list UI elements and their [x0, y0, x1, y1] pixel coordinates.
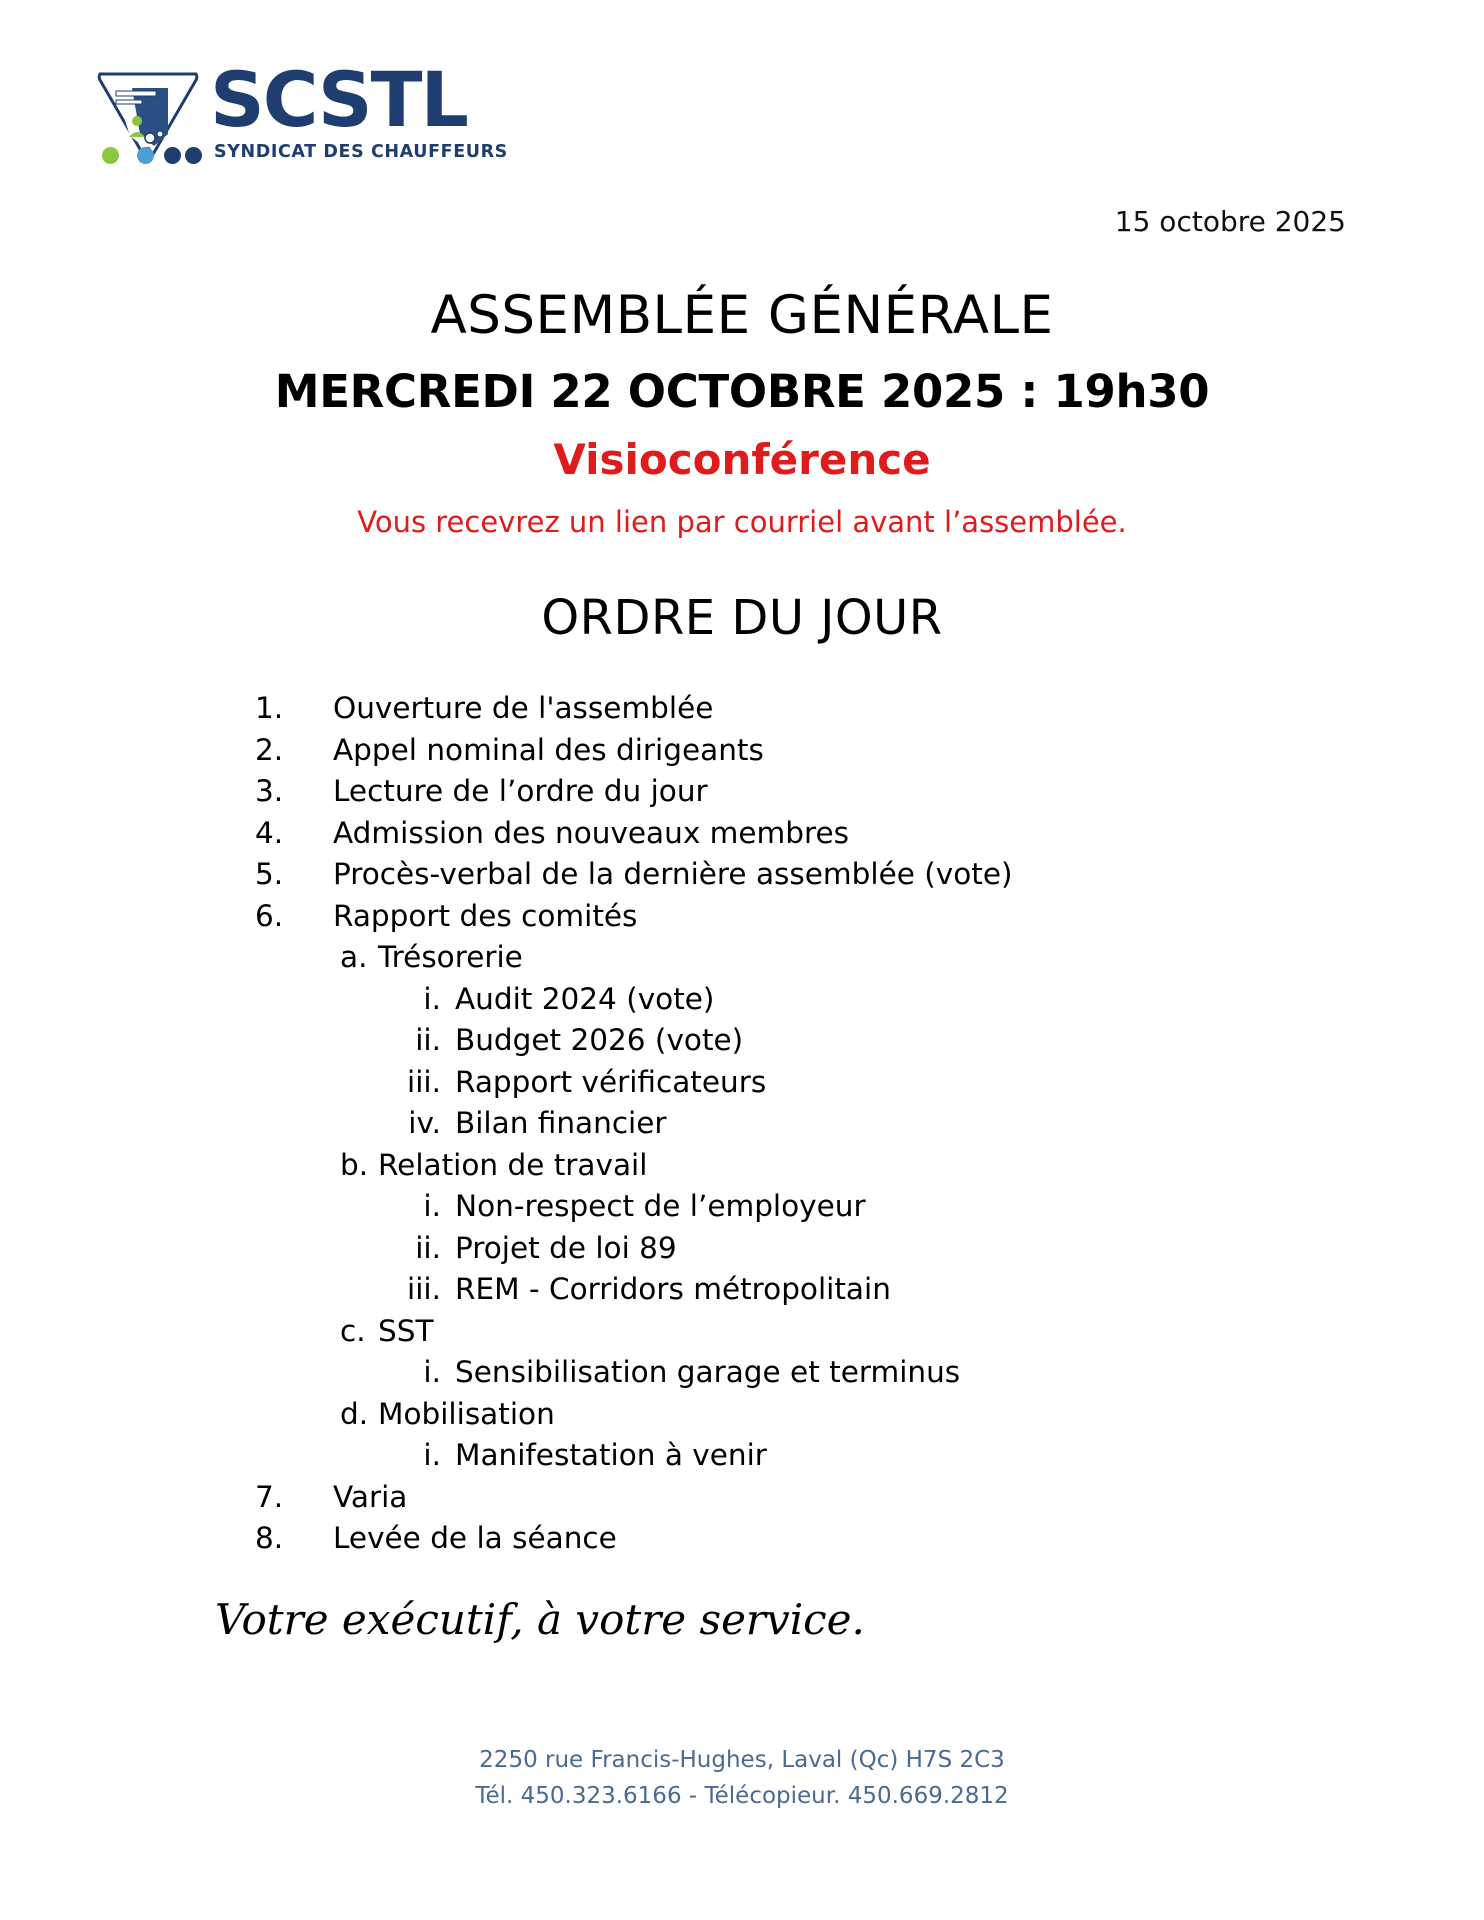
agenda-heading: ORDRE DU JOUR	[541, 590, 943, 646]
agenda-item	[255, 1311, 1355, 1353]
agenda-item-marker: b.	[340, 1147, 369, 1182]
agenda-item-label: SST	[378, 1313, 434, 1348]
agenda-item-label: Levée de la séance	[333, 1521, 617, 1555]
agenda-item-label: Projet de loi 89	[455, 1230, 677, 1265]
logo-tagline: SYNDICAT DES CHAUFFEURS	[214, 142, 508, 162]
agenda-item-marker: i.	[423, 981, 441, 1016]
agenda-item-marker: 2.	[255, 732, 284, 767]
agenda-item-marker: 3.	[255, 774, 284, 808]
logo-dot-navy-2	[185, 147, 202, 164]
agenda-item-marker: a.	[340, 940, 368, 974]
agenda-item	[255, 1062, 1355, 1104]
meeting-datetime: MERCREDI 22 OCTOBRE 2025 : 19h30	[274, 365, 1210, 418]
agenda-item-label: Mobilisation	[378, 1396, 555, 1431]
agenda-item	[255, 1228, 1355, 1270]
agenda-item-marker: c.	[340, 1313, 366, 1348]
agenda-item-label: Lecture de l’ordre du jour	[333, 774, 708, 808]
agenda-item	[255, 1269, 1355, 1311]
agenda-item-marker: i.	[423, 1355, 441, 1389]
agenda-item-label: Sensibilisation garage et terminus	[455, 1355, 961, 1389]
page-title: ASSEMBLÉE GÉNÉRALE	[430, 285, 1054, 346]
agenda-item	[255, 1020, 1355, 1062]
document-date: 15 octobre 2025	[1114, 205, 1346, 238]
agenda-item	[255, 854, 1355, 896]
agenda-item-label: Relation de travail	[378, 1147, 648, 1182]
agenda-item	[255, 1477, 1355, 1519]
logo-dot-navy-1	[164, 147, 181, 164]
agenda-item-label: Manifestation à venir	[455, 1438, 767, 1472]
agenda-item	[255, 1394, 1355, 1436]
agenda-item-marker: iii.	[407, 1272, 441, 1306]
agenda-item-marker: 1.	[255, 691, 284, 725]
agenda-item-label: REM - Corridors métropolitain	[455, 1272, 891, 1306]
agenda-item	[255, 979, 1355, 1021]
logo-dot-lightblue	[137, 147, 154, 164]
agenda-item-marker: ii.	[415, 1230, 441, 1265]
logo-dots	[102, 144, 222, 168]
agenda-item	[255, 771, 1355, 813]
agenda-item	[255, 1186, 1355, 1228]
agenda-item-label: Rapport vérificateurs	[455, 1064, 767, 1099]
agenda-item-marker: d.	[340, 1396, 369, 1431]
agenda-item-marker: 8.	[255, 1521, 284, 1555]
agenda-item-label: Ouverture de l'assemblée	[333, 691, 714, 725]
agenda-list	[255, 688, 1355, 1560]
footer-address: 2250 rue Francis-Hughes, Laval (Qc) H7S 2C3	[479, 1747, 1005, 1773]
agenda-item-marker: 6.	[255, 898, 284, 933]
agenda-item	[255, 1352, 1355, 1394]
logo-dot-green	[102, 147, 119, 164]
agenda-item-label: Admission des nouveaux membres	[333, 815, 850, 850]
agenda-item	[255, 730, 1355, 772]
agenda-item-label: Trésorerie	[378, 940, 523, 974]
agenda-item-label: Procès-verbal de la dernière assemblée (vote)	[333, 857, 1013, 891]
agenda-item-marker: i.	[423, 1189, 441, 1223]
footer-contact: Tél. 450.323.6166 - Télécopieur. 450.669.2812	[475, 1783, 1009, 1809]
agenda-item	[255, 937, 1355, 979]
agenda-item-label: Rapport des comités	[333, 898, 638, 933]
agenda-item	[255, 813, 1355, 855]
agenda-item	[255, 1145, 1355, 1187]
agenda-item-marker: 4.	[255, 815, 284, 850]
agenda-item	[255, 1103, 1355, 1145]
agenda-item-marker: 7.	[255, 1479, 284, 1514]
agenda-item	[255, 688, 1355, 730]
organization-logo	[92, 55, 512, 188]
agenda-item-label: Varia	[333, 1479, 408, 1514]
agenda-item-label: Appel nominal des dirigeants	[333, 732, 764, 767]
agenda-item-label: Bilan financier	[455, 1106, 667, 1140]
agenda-item-marker: iii.	[407, 1064, 441, 1099]
meeting-mode: Visioconférence	[553, 435, 931, 484]
agenda-item-marker: i.	[423, 1438, 441, 1472]
agenda-item-marker: ii.	[415, 1023, 441, 1057]
agenda-item-label: Audit 2024 (vote)	[455, 981, 715, 1016]
agenda-item	[255, 1435, 1355, 1477]
agenda-item	[255, 1518, 1355, 1560]
footer	[0, 1742, 1484, 1814]
agenda-item-marker: iv.	[408, 1106, 441, 1140]
meeting-mode-note: Vous recevrez un lien par courriel avant l’assemblée.	[357, 505, 1127, 539]
agenda-item-label: Non-respect de l’employeur	[455, 1189, 866, 1223]
logo-wordmark: SCSTL	[210, 55, 467, 144]
agenda-item-marker: 5.	[255, 857, 284, 891]
closing-signature: Votre exécutif, à votre service.	[215, 1595, 865, 1644]
agenda-item-label: Budget 2026 (vote)	[455, 1023, 744, 1057]
agenda-item	[255, 896, 1355, 938]
